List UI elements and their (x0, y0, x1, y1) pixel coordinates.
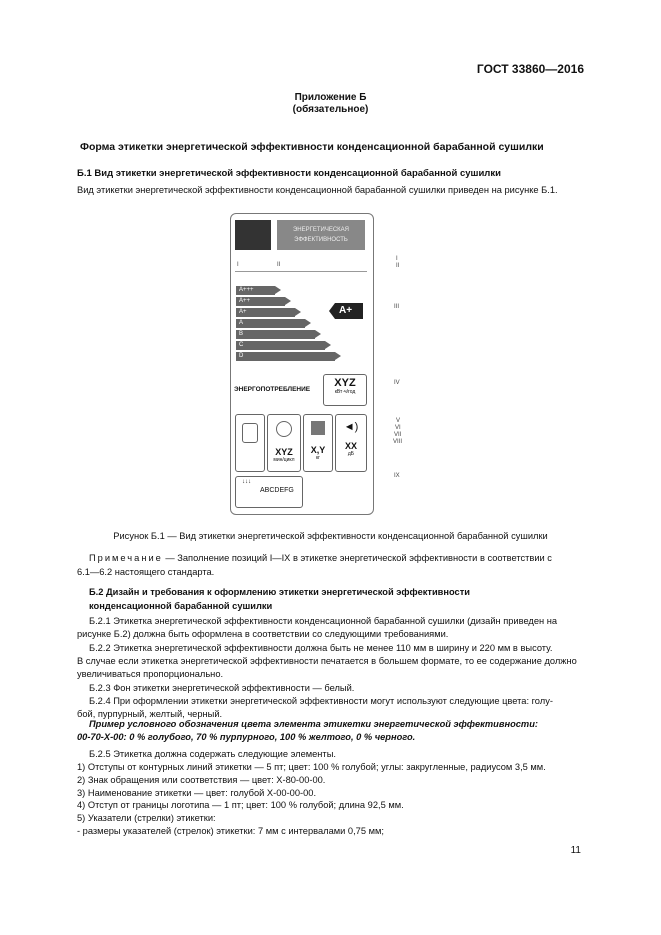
label-banner: ЭНЕРГЕТИЧЕСКАЯ ЭФФЕКТИВНОСТЬ (277, 220, 365, 250)
noise-value: XX (344, 441, 357, 451)
capacity-value: X,Y (310, 445, 326, 455)
para-b22-2: В случае если этикетка энергетической эффективности печатается в большем формате, то ее содержание должно (77, 656, 577, 666)
marker-8: VIII (393, 439, 403, 445)
noise-unit: дБ (347, 451, 355, 457)
divider (235, 271, 367, 272)
consumption-value: XYZ (334, 377, 356, 389)
marker-2: II (396, 263, 400, 269)
condensation-box (235, 476, 303, 508)
note-label: Примечание (89, 553, 163, 563)
clock-icon (276, 421, 292, 437)
class-bar: C (236, 341, 325, 350)
para-b22-1: Б.2.2 Этикетка энергетической эффективности должна быть не менее 110 мм в ширину и 220 мм в высоту. (89, 643, 553, 653)
document-code: ГОСТ 33860—2016 (476, 62, 584, 76)
para-b22-3: увеличиваться пропорционально. (77, 669, 224, 679)
condensation-arrows: ↓↓↓ (242, 479, 251, 485)
indicator-arrow (329, 303, 335, 319)
consumption-box (323, 374, 367, 406)
para-b21-2: рисунке Б.2) должна быть оформлена в соответствии со следующими требованиями. (77, 629, 449, 639)
list-item-4: 4) Отступ от границы логотипа — 1 пт; цвет: 100 % голубой; длина 92,5 мм. (77, 800, 404, 810)
para-b21-1: Б.2.1 Этикетка энергетической эффективности конденсационной барабанной сушилки (дизайн приведен на (89, 616, 558, 626)
para-b23: Б.2.3 Фон этикетки энергетической эффективности — белый. (89, 683, 355, 693)
para-b24-2: бой, пурпурный, желтый, черный. (77, 709, 223, 719)
condensation-class-scale: ABCDEFG (260, 487, 294, 494)
marker-1: I (396, 256, 398, 262)
consumption-unit: кВт·ч/год (334, 389, 356, 395)
class-bar: A+ (236, 308, 295, 317)
appendix-title: Приложение Б (294, 92, 367, 103)
speaker-icon: ◄) (343, 421, 359, 433)
note-line-1 (77, 551, 585, 565)
marker-6: VI (395, 425, 401, 431)
list-item-1: 1) Отступы от контурных линий этикетки — 5 пт; цвет: 100 % голубой; углы: закругленные, радиусом 3,5 мм. (77, 762, 546, 772)
class-bar: A++ (236, 297, 285, 306)
subsection-b1-text: Вид этикетки энергетической эффективности конденсационной барабанной сушилки приведен на рисунке Б.1. (77, 185, 558, 195)
consumption-label: ЭНЕРГОПОТРЕБЛЕНИЕ (234, 386, 311, 393)
list-item-5: 5) Указатели (стрелки) этикетки: (77, 813, 216, 823)
marker-7: VII (394, 432, 402, 438)
time-unit: мин/цикл (273, 457, 295, 463)
logo-block (235, 220, 271, 250)
para-b24-1: Б.2.4 При оформлении этикетки энергетической эффективности могут используют следующие цвета: голу- (89, 696, 553, 706)
appendix-status: (обязательное) (292, 104, 369, 115)
figure-caption: Рисунок Б.1 — Вид этикетки энергетической эффективности конденсационной барабанной сушилки (113, 531, 548, 541)
list-item-6: - размеры указателей (стрелок) этикетки: 7 мм с интервалами 0,75 мм; (77, 826, 384, 836)
class-bar: B (236, 330, 315, 339)
shirt-icon (311, 421, 325, 435)
marker-3: III (394, 304, 400, 310)
time-box (267, 414, 301, 472)
para-b25: Б.2.5 Этикетка должна содержать следующие элементы. (89, 749, 336, 759)
class-bar: A (236, 319, 305, 328)
note-line-2: 6.1—6.2 настоящего стандарта. (77, 567, 215, 577)
capacity-box (303, 414, 333, 472)
subsection-b1-heading: Б.1 Вид этикетки энергетической эффективности конденсационной барабанной сушилки (77, 168, 501, 179)
label-row-mid: II (277, 262, 281, 268)
dryer-icon (242, 423, 258, 443)
marker-5: V (396, 418, 401, 424)
label-row-left: I (237, 262, 239, 268)
subsection-b2-heading: Б.2 Дизайн и требования к оформлению этикетки энергетической эффективности (89, 587, 470, 597)
list-item-3: 3) Наименование этикетки — цвет: голубой X-00-00-00. (77, 788, 317, 798)
subsection-b2-heading-cont: конденсационной барабанной сушилки (89, 601, 273, 611)
example-line-1: Пример условного обозначения цвета элемента этикетки энергетической эффективности: (89, 719, 538, 729)
section-title: Форма этикетки энергетической эффективности конденсационной барабанной сушилки (80, 141, 544, 153)
note-text: — Заполнение позиций I—IX в этикетке энергетической эффективности в соответствии с (162, 553, 552, 563)
capacity-unit: кг (315, 455, 320, 461)
page-number: 11 (570, 845, 581, 856)
dryer-icon-box (235, 414, 265, 472)
noise-box (335, 414, 367, 472)
class-indicator: A+ (335, 303, 363, 319)
marker-4: IV (394, 380, 400, 386)
time-value: XYZ (275, 447, 293, 457)
class-bar: D (236, 352, 335, 361)
example-line-2: 00-70-X-00: 0 % голубого, 70 % пурпурного, 100 % желтого, 0 % черного. (77, 732, 416, 742)
list-item-2: 2) Знак обращения или соответствия — цвет: X-80-00-00. (77, 775, 326, 785)
marker-9: IX (394, 473, 400, 479)
class-bar: A+++ (236, 286, 275, 295)
energy-label-figure (230, 213, 374, 515)
